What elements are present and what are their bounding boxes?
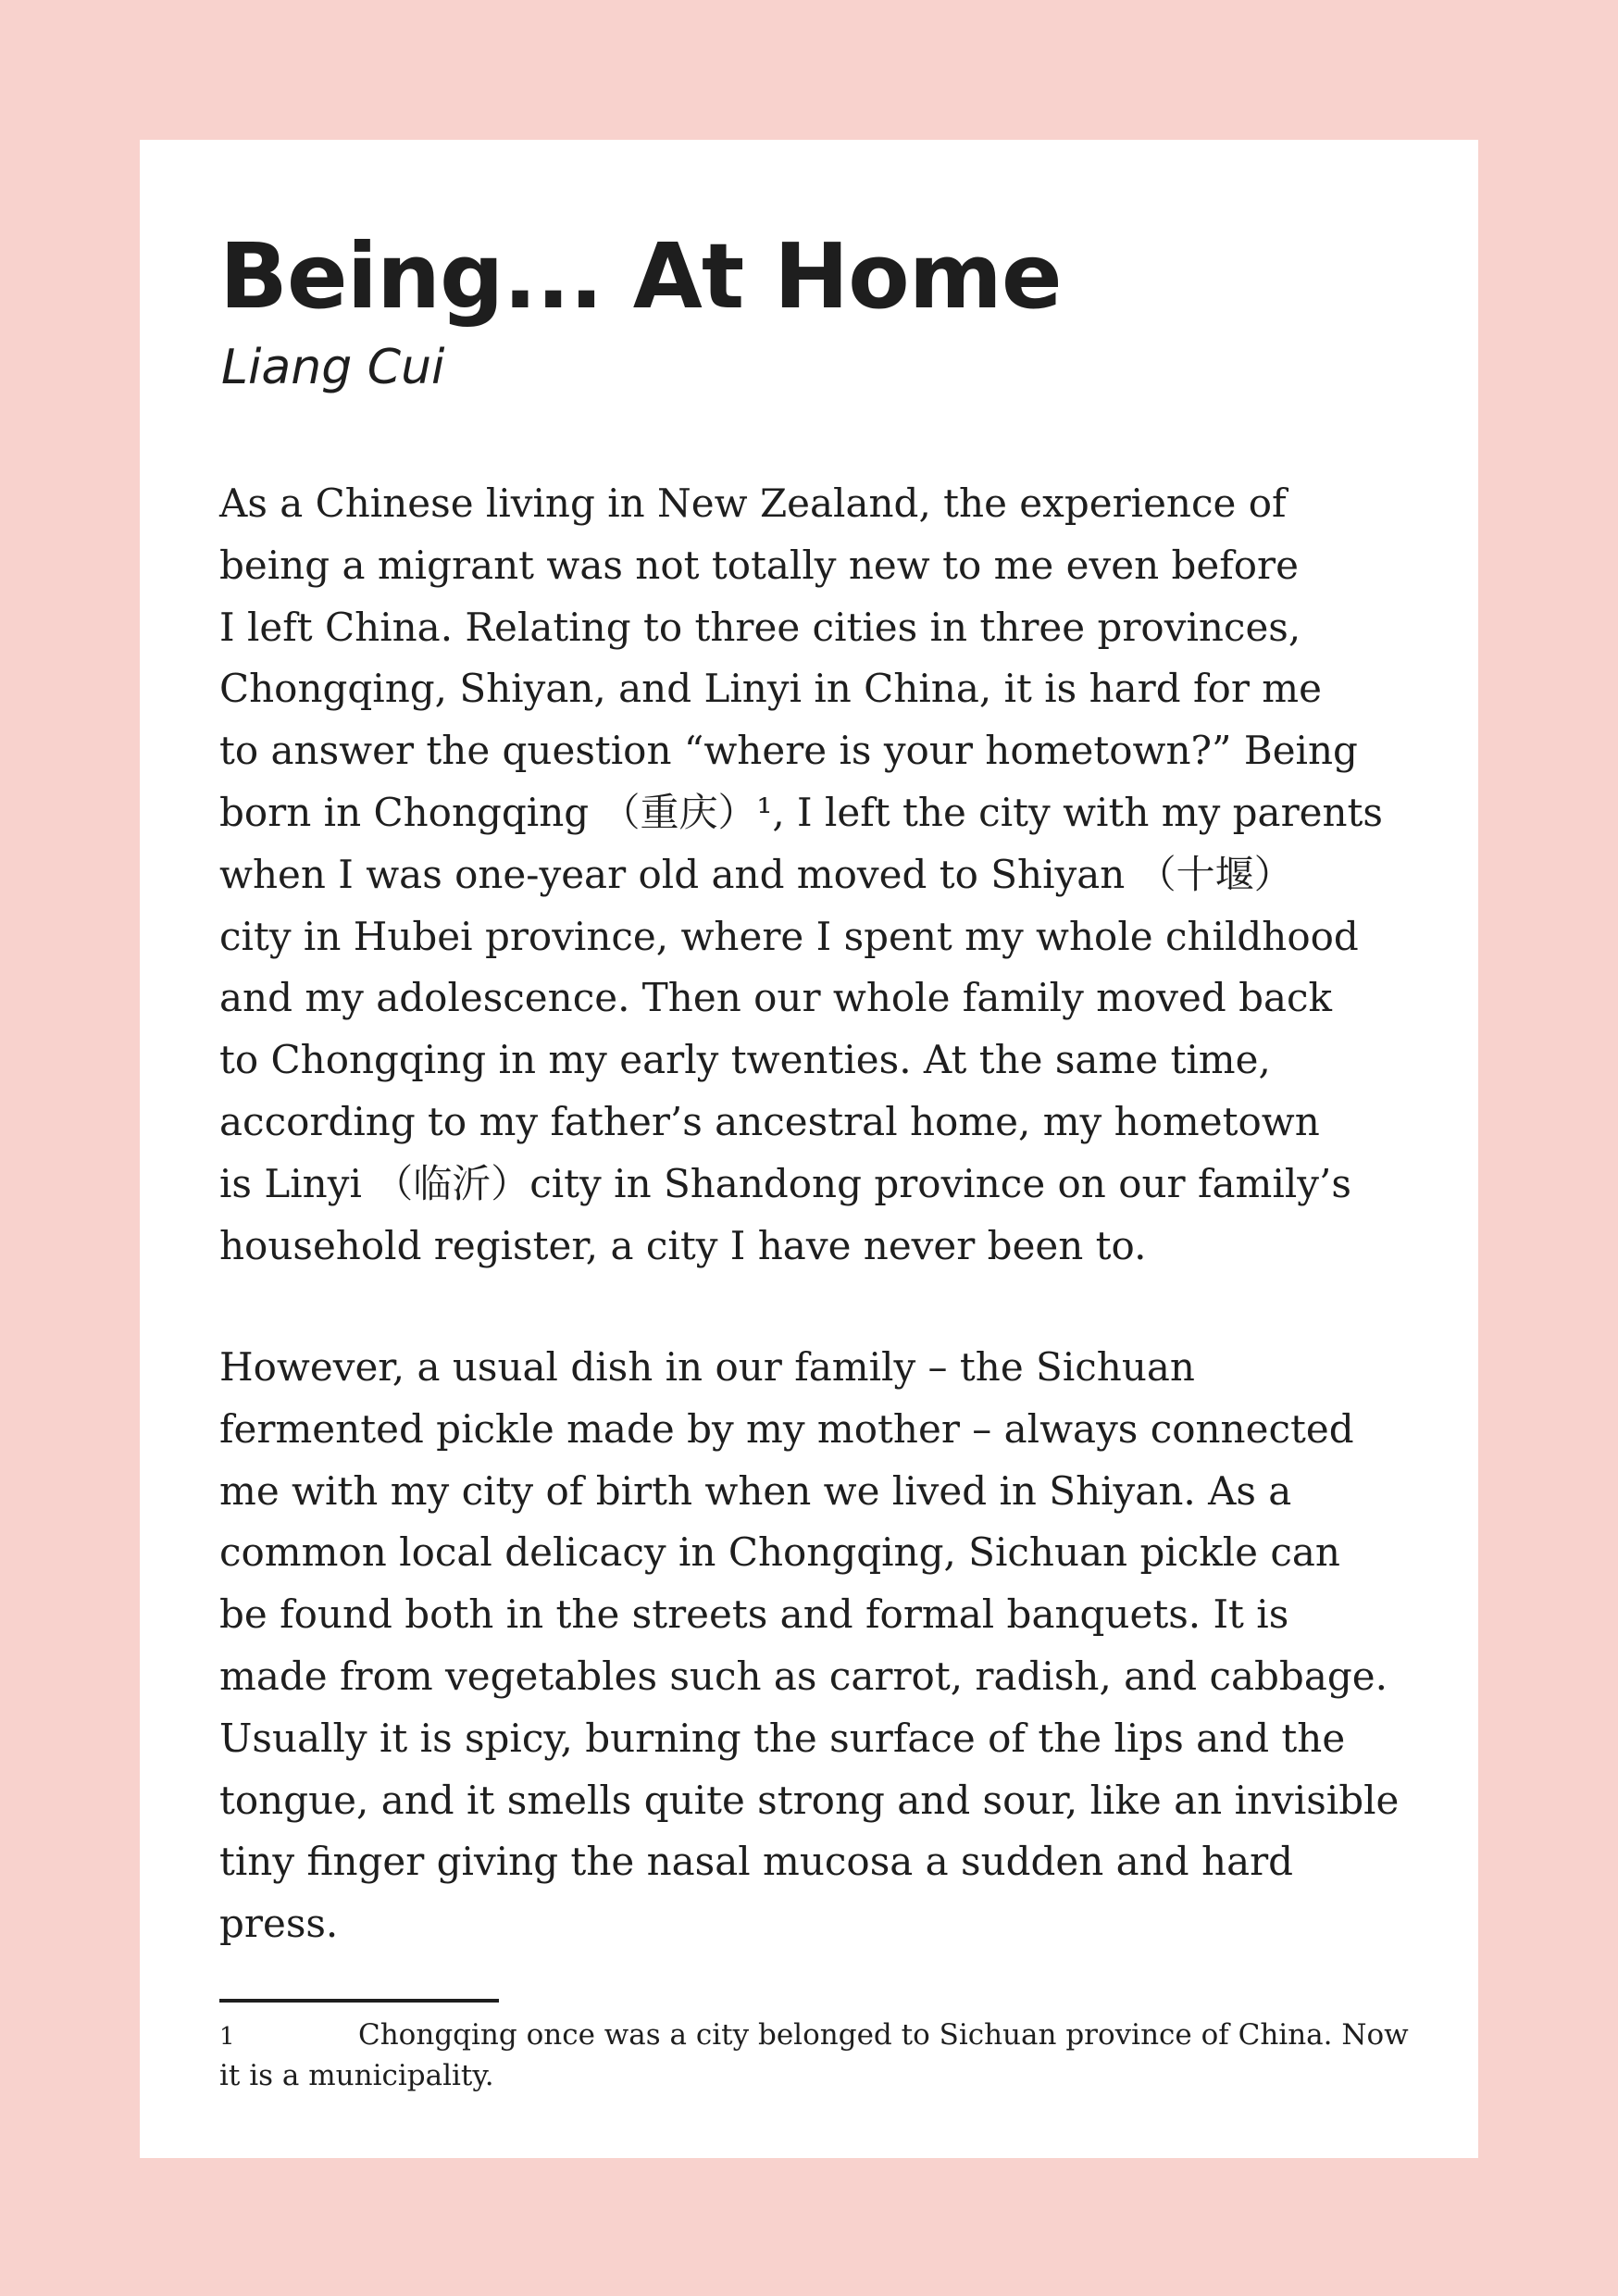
- paragraph-line: made from vegetables such as carrot, radish, and cabbage.: [219, 1653, 1388, 1699]
- article-title: Being... At Home: [219, 224, 1062, 329]
- paragraph-line: Usually it is spicy, burning the surface of the lips and the: [219, 1715, 1346, 1761]
- paragraph-line: I left China. Relating to three cities in three provinces,: [219, 604, 1301, 650]
- paragraph-line: is Linyi （临沂）city in Shandong province on our family’s: [219, 1160, 1351, 1206]
- paragraph-line: Chongqing, Shiyan, and Linyi in China, it is hard for me: [219, 666, 1322, 712]
- paragraph-line: be found both in the streets and formal banquets. It is: [219, 1591, 1289, 1638]
- paragraph-line: press.: [219, 1901, 339, 1947]
- paragraph-line: tiny finger giving the nasal mucosa a sudden and hard: [219, 1839, 1294, 1885]
- footnote-line: [219, 2015, 1409, 2056]
- paragraph-line: tongue, and it smells quite strong and sour, like an invisible: [219, 1777, 1400, 1823]
- footnote-number: 1: [219, 2023, 235, 2051]
- paragraph-line: However, a usual dish in our family – the Sichuan: [219, 1344, 1195, 1390]
- paragraph-line: fermented pickle made by my mother – always connected: [219, 1405, 1354, 1452]
- footnote-divider: [219, 1999, 499, 2003]
- page-card: [140, 140, 1478, 2158]
- paragraph-line: being a migrant was not totally new to me even before: [219, 542, 1299, 588]
- paragraph-line: common local delicacy in Chongqing, Sichuan pickle can: [219, 1529, 1340, 1576]
- paragraph-line: city in Hubei province, where I spent my whole childhood: [219, 913, 1359, 959]
- paragraph-line: to Chongqing in my early twenties. At the same time,: [219, 1037, 1271, 1083]
- body-paragraph-1: [219, 473, 1383, 1277]
- body-paragraph-2: [219, 1337, 1399, 1955]
- paragraph-line: and my adolescence. Then our whole family moved back: [219, 975, 1332, 1021]
- footnote-text: Chongqing once was a city belonged to Sichuan province of China. Now: [358, 2018, 1409, 2052]
- footnote-line: it is a municipality.: [219, 2059, 494, 2092]
- article-author: Liang Cui: [221, 340, 445, 395]
- paragraph-line: me with my city of birth when we lived in Shiyan. As a: [219, 1467, 1292, 1514]
- paragraph-line: household register, a city I have never been to.: [219, 1222, 1147, 1268]
- paragraph-line: born in Chongqing （重庆）¹, I left the city with my parents: [219, 789, 1383, 835]
- footnote: [219, 2015, 1409, 2095]
- paragraph-line: when I was one-year old and moved to Shiyan （十堰）: [219, 851, 1293, 897]
- paragraph-line: As a Chinese living in New Zealand, the experience of: [219, 480, 1287, 526]
- paragraph-line: according to my father’s ancestral home, my hometown: [219, 1098, 1320, 1144]
- paragraph-line: to answer the question “where is your hometown?” Being: [219, 728, 1358, 774]
